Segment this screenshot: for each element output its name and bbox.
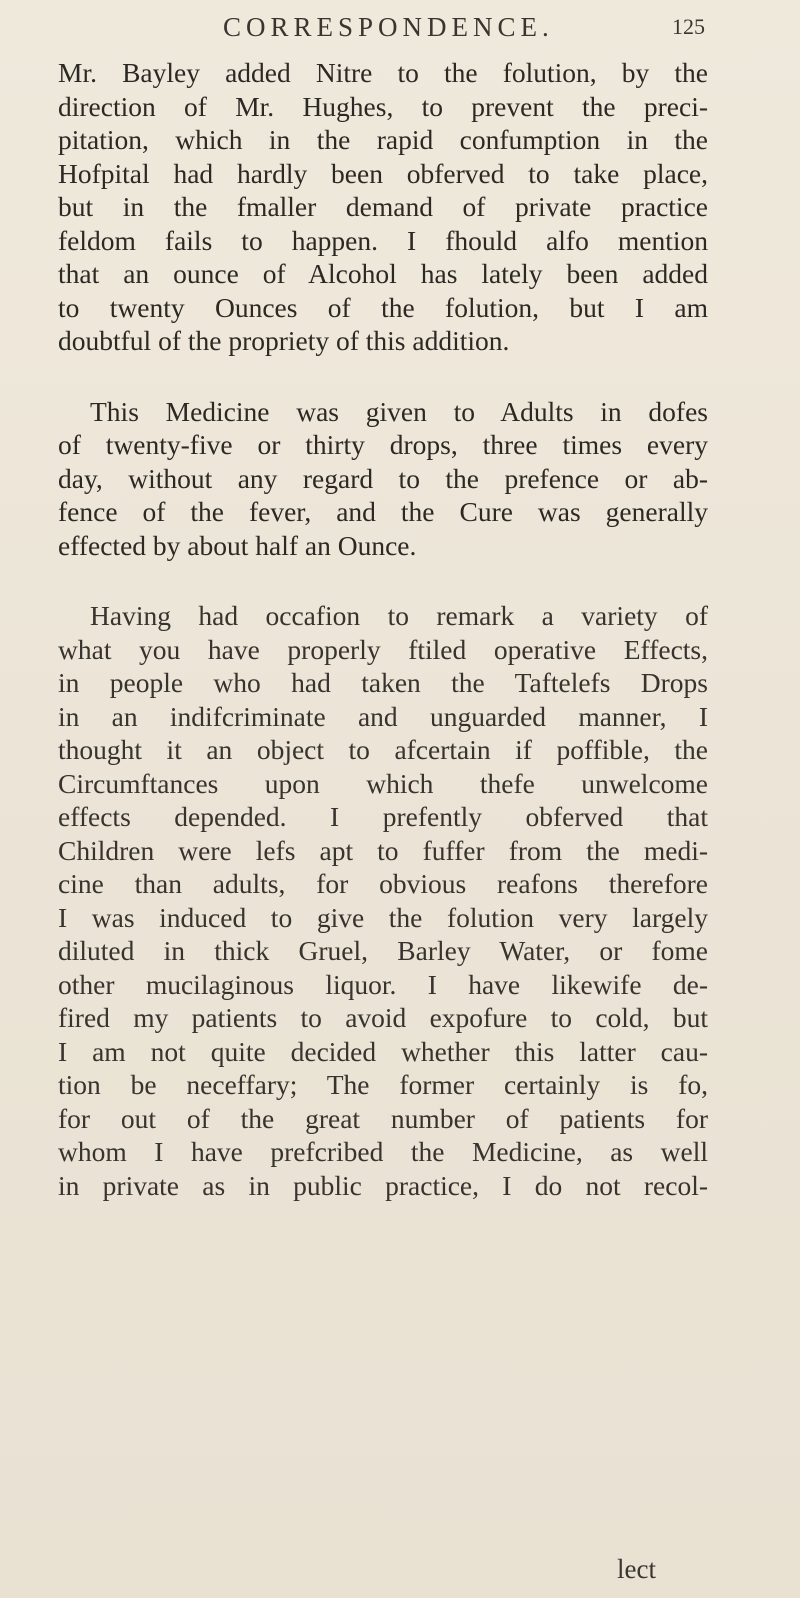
- text-line: tion be neceffary; The former certainly is fo,: [58, 1069, 708, 1100]
- text-line: direction of Mr. Hughes, to prevent the preci-: [58, 90, 708, 122]
- text-line: pitation, which in the rapid confumption in the: [58, 124, 708, 155]
- text-line: cine than adults, for obvious reafons therefore: [58, 868, 708, 899]
- text-line: whom I have prefcribed the Medicine, as well: [58, 1136, 708, 1167]
- text-line: day, without any regard to the prefence or ab-: [58, 462, 708, 494]
- body-text: [58, 56, 708, 1202]
- text-line: of twenty-five or thirty drops, three times every: [58, 429, 708, 460]
- text-line: but in the fmaller demand of private practice: [58, 191, 708, 222]
- text-line: in private as in public practice, I do not recol-: [58, 1169, 708, 1201]
- text-line: Hofpital had hardly been obferved to take place,: [58, 157, 708, 189]
- text-line: fired my patients to avoid expofure to cold, but: [58, 1002, 708, 1033]
- running-head: [55, 12, 745, 52]
- text-line: doubtful of the propriety of this addition.: [58, 325, 510, 356]
- paragraph-effects: [58, 599, 708, 1202]
- text-line: This Medicine was given to Adults in dofes: [90, 395, 708, 427]
- running-title: CORRESPONDENCE.: [223, 12, 554, 42]
- text-line: that an ounce of Alcohol has lately been added: [58, 258, 708, 289]
- text-line: other mucilaginous liquor. I have likewife de-: [58, 968, 708, 1000]
- text-line: Circumftances upon which thefe unwelcome: [58, 767, 708, 799]
- text-line: I was induced to give the folution very largely: [58, 901, 708, 933]
- text-line: in an indifcriminate and unguarded manner, I: [58, 700, 708, 732]
- text-line: I am not quite decided whether this latter cau-: [58, 1035, 708, 1067]
- text-line: diluted in thick Gruel, Barley Water, or fome: [58, 935, 708, 966]
- text-line: effected by about half an Ounce.: [58, 529, 417, 561]
- text-line: feldom fails to happen. I fhould alfo mention: [58, 224, 708, 256]
- text-line: Mr. Bayley added Nitre to the folution, by the: [58, 57, 708, 88]
- paragraph-gap: [58, 358, 708, 395]
- paragraph-gap: [58, 562, 708, 599]
- page-number: 125: [672, 14, 705, 39]
- text-line: effects depended. I prefently obferved that: [58, 801, 708, 832]
- text-line: thought it an object to afcertain if poffible, the: [58, 734, 708, 765]
- paragraph-nitre: [58, 56, 708, 358]
- text-line: to twenty Ounces of the folution, but I am: [58, 291, 708, 323]
- paragraph-dosage: [58, 395, 708, 563]
- text-line: Having had occafion to remark a variety of: [90, 600, 708, 631]
- text-line: fence of the fever, and the Cure was generally: [58, 496, 708, 527]
- text-line: for out of the great number of patients for: [58, 1102, 708, 1134]
- text-line: Children were lefs apt to fuffer from the medi-: [58, 834, 708, 866]
- text-line: what you have properly ftiled operative Effects,: [58, 633, 708, 665]
- text-line: in people who had taken the Taftelefs Drops: [58, 667, 708, 698]
- catchword: lect: [617, 1554, 656, 1584]
